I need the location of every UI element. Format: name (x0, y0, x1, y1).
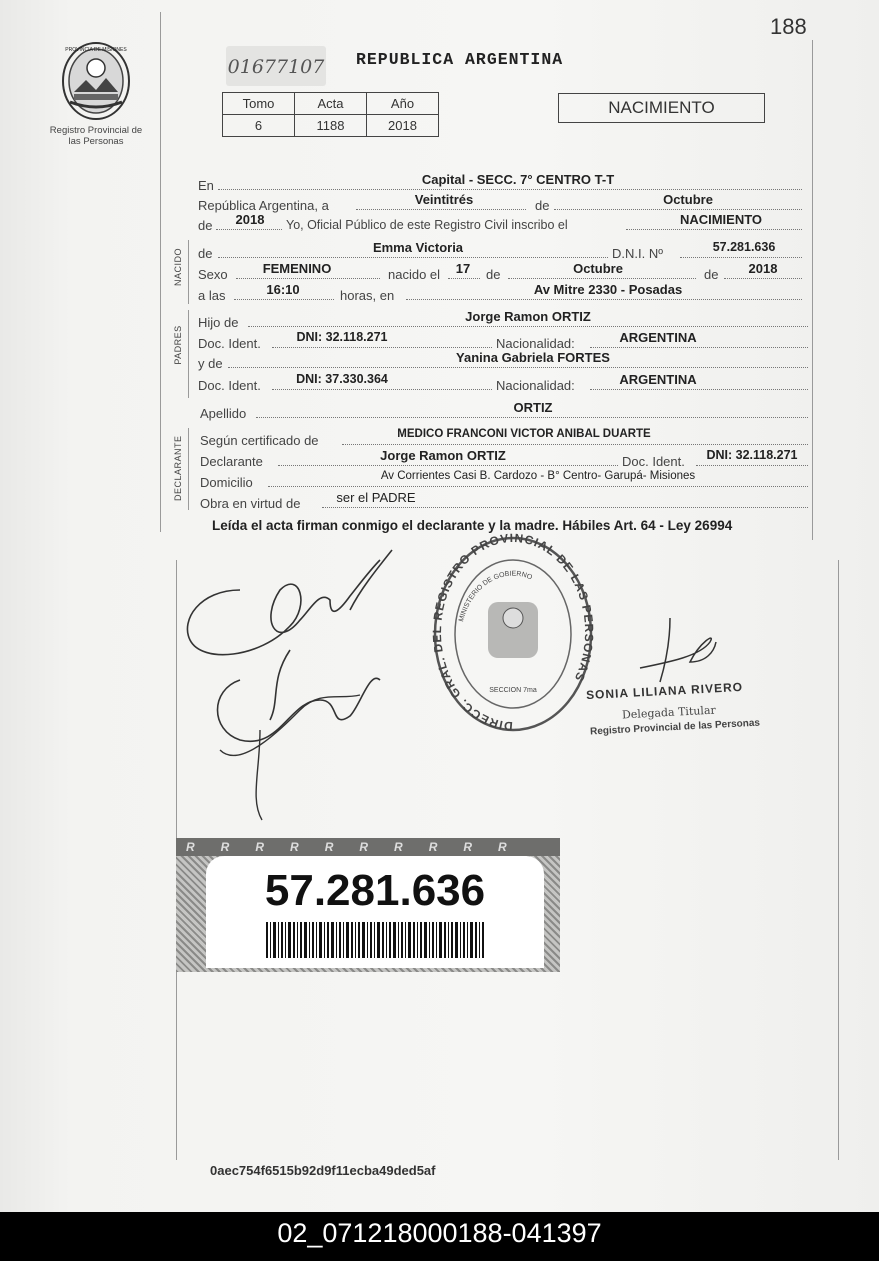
label-doc-ident: Doc. Ident. (198, 378, 261, 393)
value-declarante: Jorge Ramon ORTIZ (380, 448, 506, 463)
provincial-coat-of-arms-icon (60, 40, 132, 122)
dotted-line (218, 257, 608, 258)
dotted-line (218, 189, 802, 190)
label-sexo: Sexo (198, 267, 228, 282)
left-margin-line (160, 12, 161, 532)
form-row-nombre (198, 240, 802, 262)
section-label-declarante: DECLARANTE (173, 435, 183, 501)
dotted-line (272, 389, 492, 390)
dotted-line (680, 257, 802, 258)
dotted-line (256, 417, 808, 418)
value-apellido: ORTIZ (513, 400, 553, 415)
record-table-cell: 2018 (367, 115, 439, 137)
pattern-letter: R (498, 840, 533, 854)
label-a-las: a las (198, 288, 226, 303)
dotted-line (590, 389, 808, 390)
pattern-letter: R (255, 840, 291, 854)
record-table-header: Acta (295, 93, 367, 115)
footer-code-bar: 02_071218000188-041397 (0, 1212, 879, 1261)
value-padre: Jorge Ramon ORTIZ (465, 309, 591, 324)
dotted-line (272, 347, 492, 348)
right-lower-border-line (838, 560, 839, 1160)
dni-number-large: 57.281.636 (264, 866, 486, 915)
value-dia-letras: Veintitrés (414, 192, 474, 207)
value-certificado: MEDICO FRANCONI VICTOR ANIBAL DUARTE (397, 428, 651, 440)
dotted-line (554, 209, 802, 210)
label-yo-oficial: Yo, Oficial Público de este Registro Civil inscribo el (286, 218, 568, 232)
section-label-padres: PADRES (173, 325, 183, 365)
value-sexo: FEMENINO (262, 261, 332, 276)
label-nacionalidad: Nacionalidad: (496, 336, 575, 351)
pattern-letter: R (290, 840, 325, 854)
value-padre-doc: DNI: 32.118.271 (296, 330, 388, 344)
barcode-card-pattern (176, 838, 560, 856)
dotted-line (248, 326, 808, 327)
label-apellido: Apellido (200, 406, 247, 421)
value-lugar-nac: Av Mitre 2330 - Posadas (533, 282, 683, 297)
pattern-letter: R (186, 840, 221, 854)
label-obra-en-virtud: Obra en virtud de (200, 496, 301, 511)
pattern-letter: R (428, 840, 464, 854)
label-doc-ident: Doc. Ident. (198, 336, 261, 351)
header-title: REPUBLICA ARGENTINA (356, 50, 564, 69)
label-y-de: y de (198, 356, 223, 371)
value-mes: Octubre (663, 192, 713, 207)
record-table-cell: 6 (223, 115, 295, 137)
closing-statement: Leída el acta firman conmigo el declarante y la madre. Hábiles Art. 64 - Ley 26994 (212, 518, 733, 533)
label-segun-certificado: Según certificado de (200, 433, 319, 448)
label-republica-a: República Argentina, a (198, 198, 329, 213)
official-office: Registro Provincial de las Personas (589, 717, 761, 738)
section-divider (188, 240, 189, 304)
label-nacionalidad: Nacionalidad: (496, 378, 575, 393)
value-virtud: ser el PADRE (336, 490, 416, 505)
official-title: Delegada Titular (621, 703, 717, 722)
value-tipo: NACIMIENTO (679, 212, 763, 227)
section-label-nacido: NACIDO (173, 248, 183, 287)
record-table-value-row (223, 115, 439, 137)
value-madre-nac: ARGENTINA (619, 372, 697, 387)
form-row-sexo (198, 261, 802, 283)
value-madre-doc: DNI: 37.330.364 (296, 372, 388, 386)
value-dni: 57.281.636 (712, 240, 776, 254)
dotted-line (268, 486, 808, 487)
value-declarante-doc: DNI: 32.118.271 (706, 448, 798, 462)
form-row-apellido (198, 400, 808, 422)
pattern-letter: R (220, 840, 256, 854)
label-de: de (535, 198, 550, 213)
label-de: de (486, 267, 501, 282)
form-row-certificado (198, 428, 808, 449)
registry-caption: Registro Provincial de las Personas (49, 125, 143, 147)
pattern-letter: R (394, 840, 429, 854)
logo-text: PROVINCIA DE MISIONES (65, 47, 127, 53)
dotted-line (590, 347, 808, 348)
value-nombre: Emma Victoria (372, 240, 464, 255)
dotted-line (406, 299, 802, 300)
form-row-hora (198, 282, 802, 304)
form-row-madre-doc (198, 372, 808, 394)
form-row-domicilio (198, 470, 808, 491)
record-table (222, 92, 439, 137)
form-row-padre (198, 309, 808, 331)
value-dia-nac: 17 (455, 261, 471, 276)
dotted-line (322, 507, 808, 508)
form-row-declarante (198, 448, 808, 470)
value-anio: 2018 (235, 212, 265, 227)
stamp-ring-text: DIRECC. GRAL. DEL REGISTRO PROVINCIAL DE LAS PERSONAS (429, 532, 597, 734)
stamp-bottom-text: SECCION 7ma (489, 687, 537, 694)
label-de: de (198, 218, 213, 233)
label-hijo-de: Hijo de (198, 315, 239, 330)
form-row-virtud (198, 490, 808, 512)
label-de: de (704, 267, 719, 282)
dotted-line (696, 465, 808, 466)
dotted-line (342, 444, 808, 445)
record-table-header: Año (367, 93, 439, 115)
dotted-line (448, 278, 480, 279)
official-name: SONIA LILIANA RIVERO (585, 679, 744, 703)
form-row-anio (198, 212, 802, 234)
record-table-header: Tomo (223, 93, 295, 115)
label-horas-en: horas, en (340, 288, 395, 303)
section-divider (188, 428, 189, 510)
value-madre: Yanina Gabriela FORTES (456, 350, 610, 365)
document-hash: 0aec754f6515b92d9f11ecba49ded5af (210, 1163, 436, 1178)
label-dni: D.N.I. Nº (612, 246, 663, 261)
dotted-line (228, 367, 808, 368)
dotted-line (216, 229, 282, 230)
official-stamp-icon (428, 532, 598, 737)
value-domicilio: Av Corrientes Casi B. Cardozo - B° Centro- Garupá- Misiones (380, 470, 696, 482)
stamp-inner-text: MINISTERIO DE GOBIERNO (458, 570, 534, 623)
record-table-cell: 1188 (295, 115, 367, 137)
dotted-line (356, 209, 526, 210)
value-hora: 16:10 (266, 282, 300, 297)
section-divider (188, 310, 189, 398)
value-lugar: Capital - SECC. 7° CENTRO T-T (421, 172, 615, 187)
label-doc-ident: Doc. Ident. (622, 454, 685, 469)
dotted-line (236, 278, 380, 279)
label-nacido-el: nacido el (388, 267, 441, 282)
barcode-icon (266, 922, 484, 958)
page-number: 188 (770, 14, 807, 39)
dotted-line (234, 299, 334, 300)
dotted-line (724, 278, 802, 279)
dotted-line (278, 465, 618, 466)
record-table-header-row (223, 93, 439, 115)
value-padre-nac: ARGENTINA (619, 330, 697, 345)
serial-number: 01677107 (226, 46, 326, 86)
signature-declarante-icon (180, 530, 420, 830)
dotted-line (508, 278, 696, 279)
label-domicilio: Domicilio (200, 475, 253, 490)
pattern-letter: R (324, 840, 360, 854)
label-de: de (198, 246, 213, 261)
label-en: En (198, 178, 214, 193)
pattern-letter: R (463, 840, 499, 854)
pattern-letter: R (359, 840, 395, 854)
value-mes-nac: Octubre (573, 261, 623, 276)
right-border-line (812, 40, 813, 540)
dotted-line (626, 229, 802, 230)
value-anio-nac: 2018 (748, 261, 778, 276)
barcode-card-inner (206, 856, 544, 968)
record-type-box: NACIMIENTO (558, 93, 765, 123)
barcode-card (176, 838, 560, 972)
label-declarante: Declarante (200, 454, 263, 469)
form-row-madre (198, 350, 808, 372)
